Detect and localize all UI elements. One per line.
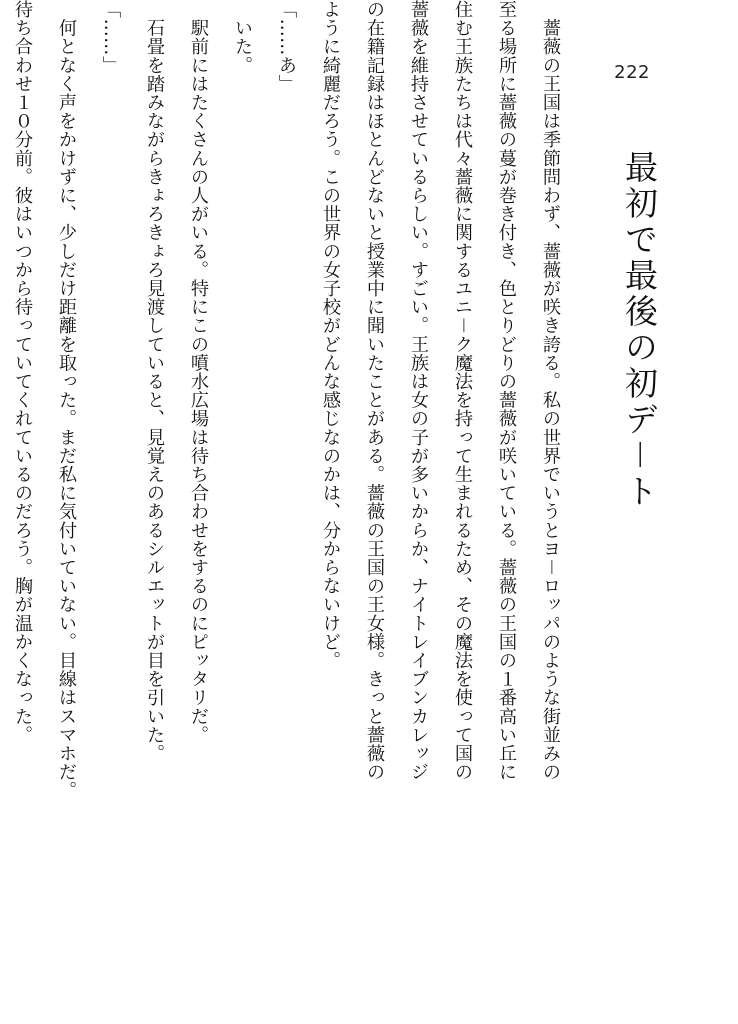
text-line-7: 「……あ」 <box>276 0 297 93</box>
text-line-13: 待ち合わせ１０分前。彼はいつから待っていてくれているのだろう。胸が温かくなった。 <box>12 0 33 744</box>
text-line-9: 駅前にはたくさんの人がいる。特にこの噴水広場は待ち合わせをするのにピッタリだ。 <box>188 0 209 744</box>
text-line-1: 薔薇の王国は季節問わず、薔薇が咲き誇る。私の世界でいうとヨ－ロッパのような街並みの <box>540 0 561 782</box>
text-line-2: 至る場所に薔薇の蔓が巻き付き、色とりどりの薔薇が咲いている。薔薇の王国の１番高い丘に <box>496 0 517 782</box>
text-line-4: 薔薇を維持させているらしい。すごい。王族は女の子が多いからか、ナイトレイブンカレッジ <box>408 0 429 782</box>
text-line-8: いた。 <box>232 0 253 75</box>
text-line-6: ように綺麗だろう。この世界の女子校がどんな感じなのかは、分からないけど。 <box>320 0 341 670</box>
text-line-10: 石畳を踏みながらきょろきょろ見渡していると、見覚えのあるシルエットが目を引いた。 <box>144 0 165 763</box>
page-number: 222 <box>614 62 650 83</box>
text-line-11: 「……」 <box>100 0 121 75</box>
chapter-title: 最初で最後の初デ－ト <box>620 150 659 510</box>
text-line-12: 何となく声をかけずに、少しだけ距離を取った。まだ私に気付いていない。目線はスマホだ。 <box>56 0 77 800</box>
text-line-3: 住む王族たちは代々薔薇に関するユニ－ク魔法を持って生まれるため、その魔法を使って国の <box>452 0 473 782</box>
text-line-5: の在籍記録はほとんどないと授業中に聞いたことがある。薔薇の王国の王女様。きっと薔薇の <box>364 0 385 782</box>
